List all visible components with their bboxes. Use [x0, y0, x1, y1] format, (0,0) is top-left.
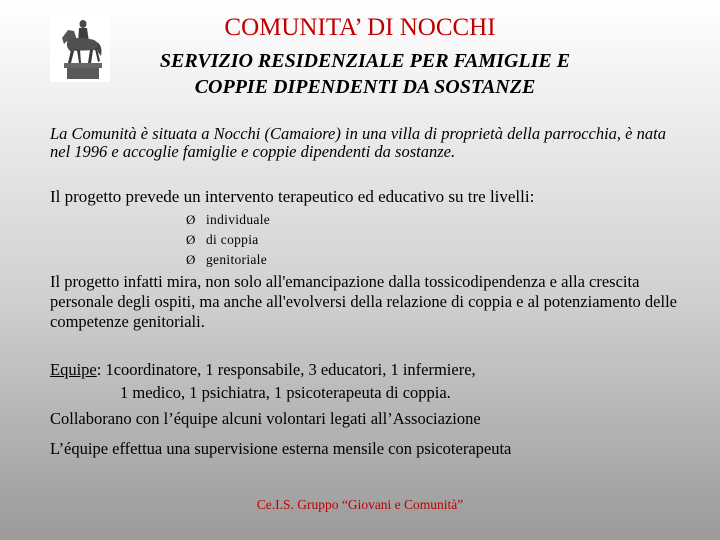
intro-paragraph: La Comunità è situata a Nocchi (Camaiore) in una villa di proprietà della parrocchia, è nata nel 1996 e accoglie famiglie e coppie dipendenti da sostanze.	[50, 124, 666, 161]
subtitle-line-1: SERVIZIO RESIDENZIALE PER FAMIGLIE E	[159, 50, 571, 72]
subtitle-line-2: COPPIE DIPENDENTI DA SOSTANZE	[194, 76, 536, 98]
equipe-paragraph	[50, 358, 680, 404]
project-lead-text: Il progetto prevede un intervento terapeutico ed educativo su tre livelli:	[50, 187, 535, 206]
level-label: genitoriale	[206, 252, 268, 267]
arrow-bullet-icon: Ø	[186, 212, 196, 227]
level-label: di coppia	[206, 232, 259, 247]
list-item	[186, 250, 270, 270]
equipe-line-1: : 1coordinatore, 1 responsabile, 3 educatori, 1 infermiere,	[96, 360, 476, 379]
list-item	[186, 230, 270, 250]
list-item	[186, 210, 270, 230]
levels-list	[186, 210, 270, 270]
supervision-text: L’équipe effettua una supervisione esterna mensile con psicoterapeuta	[50, 439, 512, 458]
level-label: individuale	[206, 212, 271, 227]
footer-credit: Ce.I.S. Gruppo “Giovani e Comunità”	[256, 497, 464, 512]
volunteers-text: Collaborano con l’équipe alcuni volontari legati all’Associazione	[50, 409, 481, 428]
equipe-line-2: 1 medico, 1 psichiatra, 1 psicoterapeuta di coppia.	[120, 383, 451, 402]
arrow-bullet-icon: Ø	[186, 252, 196, 267]
arrow-bullet-icon: Ø	[186, 232, 196, 247]
page-title: COMUNITA’ DI NOCCHI	[224, 14, 496, 41]
equipe-label: Equipe	[50, 360, 97, 379]
project-goal-paragraph: Il progetto infatti mira, non solo all'emancipazione dalla tossicodipendenza e alla crescita personale degli ospiti, ma anche all'evolversi della relazione di coppia e al potenziamento delle competenze genitoriali.	[50, 272, 677, 331]
page-subtitle	[110, 48, 620, 100]
